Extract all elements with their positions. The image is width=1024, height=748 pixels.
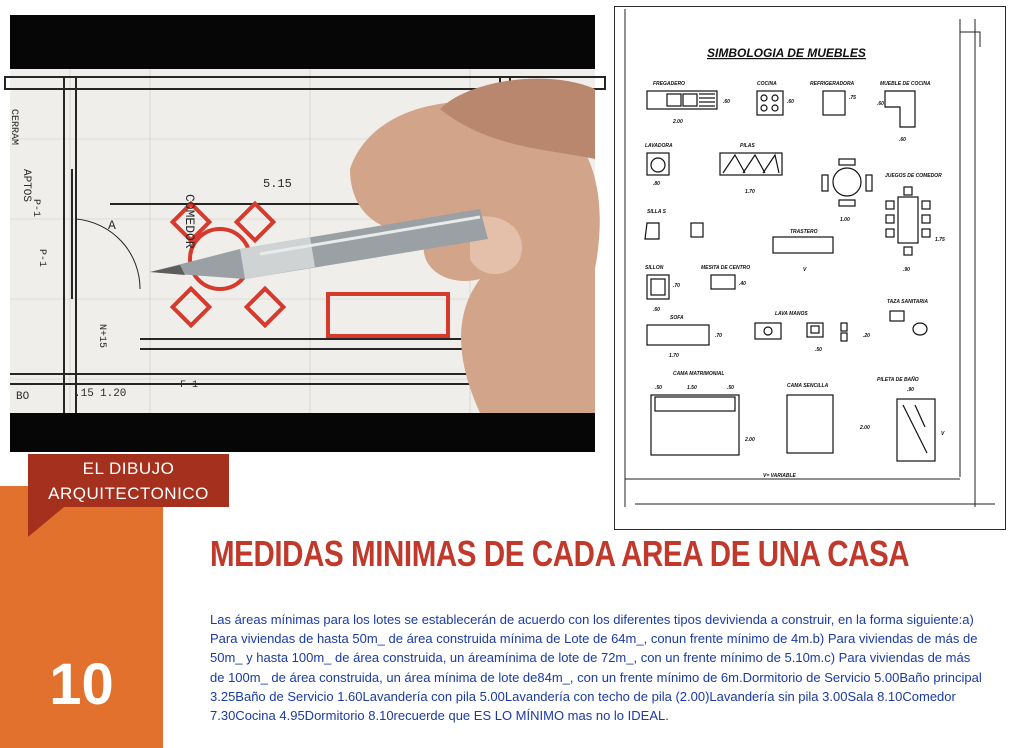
- symbol-label: SILLA S: [647, 209, 666, 215]
- plan-room-label: COMEDOR: [182, 194, 197, 249]
- symbol-label: SOFA: [670, 315, 684, 321]
- symbol-label: TAZA SANITARIA: [887, 299, 929, 305]
- dim-label: V: [941, 431, 945, 437]
- section-tab: [28, 454, 229, 507]
- dim-label: 1.70: [745, 189, 755, 195]
- dim-label: V: [803, 267, 807, 273]
- sheet-title: SIMBOLOGIA DE MUEBLES: [707, 46, 866, 60]
- plan-dim-label: BO: [16, 391, 30, 403]
- dim-label: .50: [815, 347, 822, 353]
- dim-label: .70: [715, 333, 722, 339]
- dim-label: 1.00: [840, 217, 850, 223]
- symbol-label: FREGADERO: [653, 81, 685, 87]
- dim-label: 2.00: [745, 437, 755, 443]
- dim-label: .60: [877, 101, 884, 107]
- dim-label: .70: [673, 283, 680, 289]
- plan-room-label: F-1: [180, 380, 199, 391]
- dim-label: .75: [849, 95, 856, 101]
- symbol-label: JUEGOS DE COMEDOR: [885, 173, 942, 179]
- floor-plan-photo: [10, 69, 595, 413]
- plan-room-label: CERRAM: [8, 109, 19, 146]
- section-tab-line2: ARQUITECTONICO: [48, 484, 209, 503]
- plan-dim-label: 5.15: [263, 177, 292, 191]
- dim-label: .20: [863, 333, 870, 339]
- plan-room-label: APTOS: [20, 169, 32, 203]
- dim-label: .40: [739, 281, 746, 287]
- dim-label: 2.00: [673, 119, 683, 125]
- plan-dim-label: .15: [74, 388, 94, 400]
- dim-label: .90: [903, 267, 910, 273]
- plan-room-label: A: [108, 218, 116, 233]
- dim-label: 1.70: [669, 353, 679, 359]
- symbol-label: COCINA: [757, 81, 777, 87]
- symbol-label: PILAS: [740, 143, 755, 149]
- symbol-label: V= VARIABLE: [763, 473, 796, 479]
- symbol-label: PILETA DE BAÑO: [877, 377, 919, 383]
- body-paragraph: Las áreas mínimas para los lotes se establecerán de acuerdo con los diferentes tipos devivienda a construir, en la forma siguiente:a) Para viviendas de hasta 50m_ de área construida mínima de Lote de 64m_, conun frente mínimo de 4m.b) Para viviendas de más de 50m_ y hasta 100m_ de área construida, un áreamínima de lote de 72m_, con un frente mínimo de 5.10m.c) Para viviendas de más de 100m_ de área construida, un área mínima de lote de84m_, con un frente mínimo de 6m.Dormitorio de Servicio 5.00Baño principal 3.25Baño de Servicio 1.60Lavandería con pila 5.00Lavandería con techo de pila (2.00)Lavandería sin pila 3.00Sala 8.10Comedor 7.30Cocina 4.95Dormitorio 8.10recuerde que ES LO MÍNIMO mas no lo IDEAL.: [210, 612, 982, 724]
- furniture-symbols-drawing: [615, 7, 1005, 529]
- dim-label: 2.00: [860, 425, 870, 431]
- dim-label: .60: [899, 137, 906, 143]
- section-tab-line1: EL DIBUJO: [82, 459, 175, 478]
- symbol-label: LAVA MANOS: [775, 311, 808, 317]
- symbol-label: MESITA DE CENTRO: [701, 265, 751, 271]
- symbol-label: CAMA SENCILLA: [787, 383, 829, 389]
- dim-label: .60: [723, 99, 730, 105]
- dim-label: .80: [653, 181, 660, 187]
- dim-label: 1.50: [687, 385, 697, 391]
- symbol-label: REFRIGERADORA: [810, 81, 855, 87]
- floor-plan-drawing: [10, 69, 595, 413]
- dim-label: .50: [655, 385, 662, 391]
- symbol-label: TRASTERO: [790, 229, 818, 235]
- page-number: 10: [49, 652, 114, 717]
- plan-room-label: P-1: [30, 199, 41, 218]
- plan-dim-label: 1.20: [100, 388, 127, 400]
- dim-label: .90: [907, 387, 914, 393]
- tab-fold: [28, 507, 64, 537]
- furniture-symbols-sheet: [614, 6, 1006, 530]
- plan-room-label: P-1: [36, 249, 47, 268]
- video-frame[interactable]: [10, 15, 595, 452]
- symbol-label: CAMA MATRIMONIAL: [673, 371, 725, 377]
- symbol-label: MUEBLE DE COCINA: [880, 81, 931, 87]
- dim-label: 1.75: [935, 237, 945, 243]
- symbol-label: SILLON: [645, 265, 664, 271]
- dim-label: .60: [787, 99, 794, 105]
- dim-label: .50: [727, 385, 734, 391]
- page-title: MEDIDAS MINIMAS DE CADA AREA DE UNA CASA: [210, 533, 910, 574]
- dim-label: .60: [653, 307, 660, 313]
- plan-level-label: N+15: [96, 324, 107, 349]
- symbol-label: LAVADORA: [645, 143, 673, 149]
